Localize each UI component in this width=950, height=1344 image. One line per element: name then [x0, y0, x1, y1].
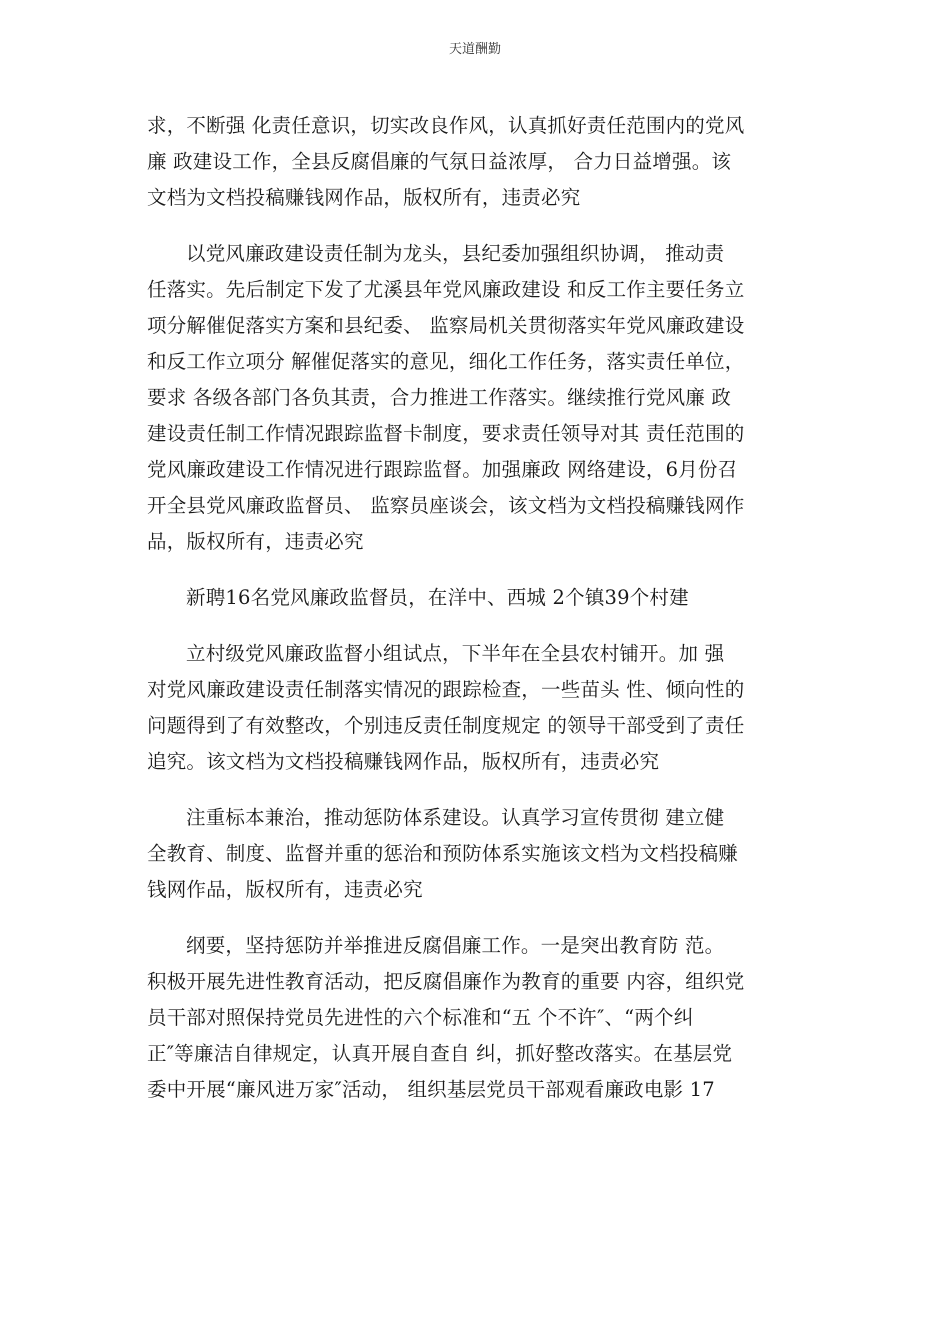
text-line: 任落实。先后制定下发了尤溪县年党风廉政建设 和反工作主要任务立 — [147, 278, 745, 301]
text-line: 全教育、制度、监督并重的惩治和预防体系实施该文档为文档投稿赚 — [147, 842, 739, 865]
text-line: 项分解催促落实方案和县纪委、 监察局机关贯彻落实年党风廉政建设 — [147, 314, 745, 337]
text-line: 正″等廉洁自律规定，认真开展自查自 纠，抓好整改落实。在基层党 — [147, 1042, 733, 1065]
text-line: 建设责任制工作情况跟踪监督卡制度，要求责任领导对其 责任范围的 — [147, 422, 745, 445]
text-line: 积极开展先进性教育活动，把反腐倡廉作为教育的重要 内容，组织党 — [147, 970, 745, 993]
text-line: 和反工作立项分 解催促落实的意见，细化工作任务，落实责任单位， — [147, 350, 745, 373]
text-line: 求，不断强 化责任意识，切实改良作风，认真抓好责任范围内的党风 — [147, 114, 745, 137]
text-line: 委中开展“廉风进万家″活动， 组织基层党员干部观看廉政电影 17 — [147, 1078, 715, 1101]
text-line: 品，版权所有，违责必究 — [147, 530, 364, 553]
paragraph-2 — [147, 236, 812, 560]
text-line: 开全县党风廉政监督员、 监察员座谈会，该文档为文档投稿赚钱网作 — [147, 494, 745, 517]
text-line: 新聘16名党风廉政监督员，在洋中、西城 2个镇39个村建 — [186, 586, 689, 609]
document-body — [147, 108, 812, 1128]
text-line: 钱网作品，版权所有，违责必究 — [147, 878, 423, 901]
text-line: 对党风廉政建设责任制落实情况的跟踪检查，一些苗头 性、倾向性的 — [147, 678, 745, 701]
paragraph-1 — [147, 108, 812, 216]
text-line: 以党风廉政建设责任制为龙头，县纪委加强组织协调， 推动责 — [186, 242, 725, 265]
page-header: 天道酬勤 — [448, 42, 501, 57]
text-line: 党风廉政建设工作情况进行跟踪监督。加强廉政 网络建设，6月份召 — [147, 458, 738, 481]
paragraph-4 — [147, 636, 812, 780]
text-line: 问题得到了有效整改，个别违反责任制度规定 的领导干部受到了责任 — [147, 714, 745, 737]
text-line: 廉 政建设工作，全县反腐倡廉的气氛日益浓厚， 合力日益增强。该 — [147, 150, 732, 173]
text-line: 要求 各级各部门各负其责，合力推进工作落实。继续推行党风廉 政 — [147, 386, 732, 409]
paragraph-6 — [147, 928, 812, 1108]
paragraph-5 — [147, 800, 812, 908]
text-line: 立村级党风廉政监督小组试点，下半年在全县农村铺开。加 强 — [186, 642, 725, 665]
text-line: 纲要，坚持惩防并举推进反腐倡廉工作。一是突出教育防 范。 — [186, 934, 725, 957]
text-line: 文档为文档投稿赚钱网作品，版权所有，违责必究 — [147, 186, 581, 209]
text-line: 注重标本兼治，推动惩防体系建设。认真学习宣传贯彻 建立健 — [186, 806, 725, 829]
text-line: 追究。该文档为文档投稿赚钱网作品，版权所有，违责必究 — [147, 750, 660, 773]
paragraph-3 — [147, 580, 812, 616]
text-line: 员干部对照保持党员先进性的六个标准和“五 个不许″、“两个纠 — [147, 1006, 694, 1029]
